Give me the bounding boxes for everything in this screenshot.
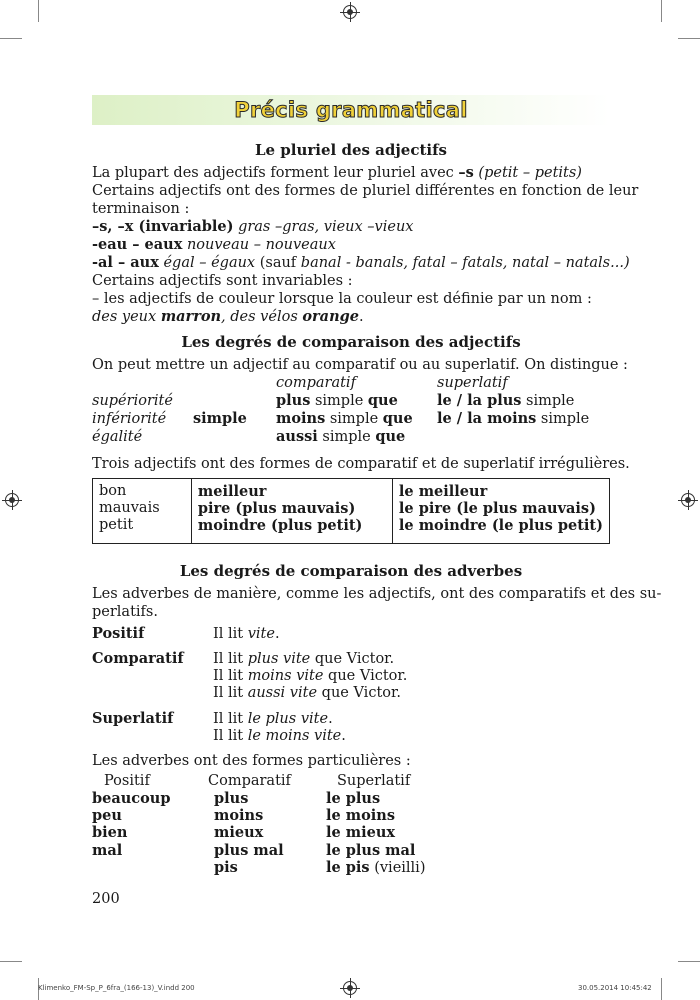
adverb-superlatif: le plus	[326, 790, 381, 807]
text: (sauf	[255, 255, 301, 271]
comparatif-egalite	[276, 428, 405, 446]
table-cell-text: petit	[99, 517, 134, 533]
text: que Victor.	[323, 668, 408, 684]
text-line: Certains adjectifs ont des formes de pluriel différentes en fonction de leur	[92, 183, 639, 199]
adverb-positif: bien	[92, 824, 128, 841]
row-label-egalite: égalité	[92, 429, 143, 445]
text: que	[367, 392, 398, 409]
text: des yeux	[92, 309, 161, 325]
comparatif-inferiorite	[276, 410, 413, 428]
text: , des vélos	[221, 309, 303, 325]
text-line	[92, 218, 413, 236]
text: Il lit	[213, 685, 248, 701]
text: le plus vite	[247, 711, 329, 727]
text: simple	[521, 393, 575, 409]
table-cell-text: le moindre (le plus petit)	[398, 517, 603, 534]
crop-mark	[661, 978, 662, 1000]
text: orange	[302, 308, 359, 325]
column-header-positif: Positif	[104, 773, 150, 789]
section-title-adjectifs: Les degrés de comparaison des adjectifs	[181, 333, 521, 351]
text: le / la plus	[437, 392, 522, 409]
text-line: – les adjectifs de couleur lorsque la couleur est définie par un nom :	[92, 291, 592, 307]
text-line	[92, 164, 582, 182]
table-row	[93, 479, 610, 544]
footer-timestamp: 30.05.2014 10:45:42	[578, 984, 652, 992]
text: –s, –x (invariable)	[92, 218, 234, 235]
table-cell-text: mauvais	[99, 500, 160, 516]
text: -al – aux	[92, 254, 159, 271]
text: simple	[325, 411, 383, 427]
text-line: terminaison :	[92, 201, 190, 217]
text-line: Trois adjectifs ont des formes de comparatif et de superlatif irrégulières.	[92, 456, 630, 472]
adverb-comparatif: pis	[214, 859, 238, 876]
text: Il lit	[213, 651, 248, 667]
text-line: Certains adjectifs sont invariables :	[92, 273, 353, 289]
text: -eau – eaux	[92, 236, 183, 253]
text: nouveau – nouveaux	[182, 237, 336, 253]
label-positif: Positif	[92, 625, 145, 642]
example-superlatif	[213, 710, 333, 728]
text: Il lit	[213, 711, 248, 727]
superlatif-inferiorite	[437, 410, 589, 428]
adverb-superlatif	[326, 859, 425, 877]
text-line: Les adverbes de manière, comme les adjectifs, ont des comparatifs et des su-	[92, 586, 662, 602]
text: .	[341, 728, 346, 744]
label-comparatif: Comparatif	[92, 650, 184, 667]
text: Il lit	[213, 668, 248, 684]
text-line	[92, 308, 364, 326]
registration-mark-icon	[343, 5, 357, 19]
row-label-inferiorite: infériorité	[92, 411, 167, 427]
table-cell	[191, 479, 392, 544]
text: Il lit	[213, 728, 248, 744]
registration-mark-icon	[5, 493, 19, 507]
adverb-positif: beaucoup	[92, 790, 171, 807]
adverb-comparatif: moins	[214, 807, 264, 824]
adverb-comparatif: plus mal	[214, 842, 284, 859]
text: gras –gras, vieux –vieux	[233, 219, 414, 235]
table-cell-text: le meilleur	[398, 483, 488, 500]
crop-mark	[678, 38, 700, 39]
text: simple	[310, 393, 368, 409]
superlatif-superiorite	[437, 392, 574, 410]
crop-mark	[0, 961, 22, 962]
text: .	[359, 309, 364, 325]
label-superlatif: Superlatif	[92, 710, 174, 727]
text: aussi	[276, 428, 318, 445]
text: (vieilli)	[369, 860, 426, 876]
crop-mark	[0, 38, 22, 39]
table-cell-text: moindre (plus petit)	[197, 517, 363, 534]
section-title-adverbes: Les degrés de comparaison des adverbes	[179, 562, 523, 580]
text: (petit – petits)	[473, 165, 582, 181]
text: que	[382, 410, 413, 427]
text: plus	[276, 392, 311, 409]
crop-mark	[661, 0, 662, 22]
crop-mark	[38, 0, 39, 22]
text: marron	[160, 308, 222, 325]
text: simple	[536, 411, 590, 427]
text: égal – égaux	[158, 255, 256, 271]
footer-filename: Klimenko_FM-Sp_P_6fra_(166-13)_V.indd 200	[38, 984, 195, 992]
table-cell-text: meilleur	[197, 483, 267, 500]
text: moins vite	[247, 668, 324, 684]
text: La plupart des adjectifs forment leur pluriel avec	[92, 165, 459, 181]
text: vite	[247, 626, 275, 642]
table-cell-text: pire (plus mauvais)	[197, 500, 356, 517]
adverb-comparatif: plus	[214, 790, 249, 807]
adverb-superlatif: le moins	[326, 807, 396, 824]
text: aussi vite	[247, 685, 318, 701]
text-line	[92, 236, 336, 254]
registration-mark-icon	[343, 981, 357, 995]
adverb-positif: peu	[92, 807, 122, 824]
column-header-comparatif: comparatif	[276, 375, 356, 391]
example-comparatif	[213, 684, 401, 702]
text-line: Les adverbes ont des formes particulières :	[92, 753, 411, 769]
comparatif-superiorite	[276, 392, 398, 410]
text: le / la moins	[437, 410, 537, 427]
table-cell	[93, 479, 192, 544]
table-cell-text: le pire (le plus mauvais)	[398, 500, 596, 517]
section-title-pluriel: Le pluriel des adjectifs	[254, 141, 447, 159]
example-positif	[213, 625, 280, 643]
text: .	[328, 711, 333, 727]
column-header-superlatif: superlatif	[437, 375, 508, 391]
text: plus vite	[247, 651, 311, 667]
adverb-positif: mal	[92, 842, 123, 859]
page-title: Précis grammatical	[234, 98, 468, 122]
adverb-superlatif: le plus mal	[326, 842, 416, 859]
crop-mark	[678, 961, 700, 962]
example-comparatif	[213, 650, 394, 668]
adverb-superlatif: le mieux	[326, 824, 396, 841]
text: .	[274, 626, 280, 642]
text: que	[375, 428, 406, 445]
text: que Victor.	[310, 651, 395, 667]
column-header-superlatif: Superlatif	[337, 773, 411, 789]
text: –s	[458, 164, 474, 181]
page-number: 200	[92, 891, 120, 907]
table-cell-text: bon	[99, 483, 127, 499]
row-label-superiorite: supériorité	[92, 393, 173, 409]
example-comparatif	[213, 667, 407, 685]
irregular-adjectives-table	[92, 478, 610, 544]
text: banal - banals, fatal – fatals, natal – natals...)	[300, 255, 630, 271]
simple-label: simple	[193, 410, 247, 427]
table-cell	[392, 479, 609, 544]
text: simple	[317, 429, 376, 445]
example-superlatif	[213, 727, 346, 745]
text: le pis	[326, 859, 370, 876]
text-line: perlatifs.	[92, 604, 158, 620]
text: le moins vite	[247, 728, 342, 744]
text-line: On peut mettre un adjectif au comparatif ou au superlatif. On distingue :	[92, 357, 628, 373]
text-line	[92, 254, 630, 272]
text: Il lit	[213, 626, 248, 642]
text: moins	[276, 410, 326, 427]
column-header-comparatif: Comparatif	[208, 773, 291, 789]
adverb-comparatif: mieux	[214, 824, 264, 841]
text: que Victor.	[317, 685, 401, 701]
registration-mark-icon	[681, 493, 695, 507]
